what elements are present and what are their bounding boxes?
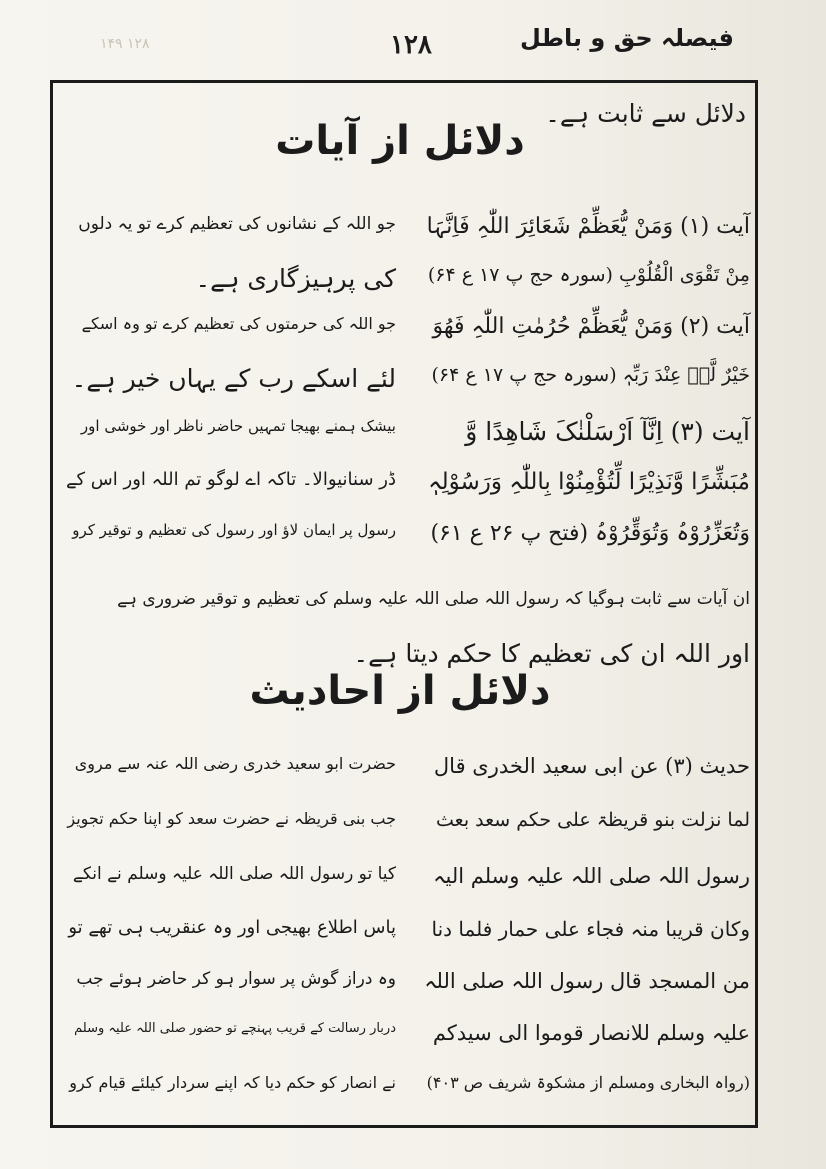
- verse-line: خَیْرٌ لَّہٗ عِنْدَ رَبِّہٖ (سورہ حج پ ۱۷ ع ۶۴): [431, 364, 750, 386]
- translation-line: جو اللہ کے نشانوں کی تعظیم کرے تو یہ دلوں: [78, 214, 396, 234]
- translation-line: نے انصار کو حکم دیا کہ اپنے سردار کیلئے قیام کرو: [69, 1073, 396, 1092]
- verse-line: وَتُعَزِّرُوْہُ وَتُوَقِّرُوْہُ (فتح پ ۲۶ ع ۶۱): [430, 521, 750, 546]
- translation-line: بیشک ہمنے بھیجا تمہیں حاضر ناظر اور خوشی اور: [80, 417, 396, 435]
- intro-line: دلائل سے ثابت ہے۔: [545, 99, 746, 128]
- hadith-line: وکان قریبا منہ فجاء علی حمار فلما دنا: [431, 917, 750, 941]
- translation-line: پاس اطلاع بھیجی اور وہ عنقریب ہی تھے تو: [68, 917, 396, 938]
- section-heading-ayat: دلائل از آیات: [275, 118, 525, 164]
- conclusion-line: اور اللہ ان کی تعظیم کا حکم دیتا ہے۔: [353, 639, 750, 668]
- verse-line: آیت (۱) وَمَنْ یُّعَظِّمْ شَعَائِرَ اللّٰہِ فَاِنَّہَا: [426, 214, 750, 239]
- translation-line: کی پرہیزگاری ہے۔: [195, 264, 396, 293]
- hadith-line: من المسجد قال رسول اللہ صلی اللہ: [424, 969, 750, 993]
- hadith-reference: (رواہ البخاری ومسلم از مشکوۃ شریف ص ۴۰۳): [426, 1073, 750, 1092]
- translation-line: وہ دراز گوش پر سوار ہو کر حاضر ہوئے جب: [76, 969, 396, 989]
- translation-line: رسول پر ایمان لاؤ اور رسول کی تعظیم و توقیر کرو: [72, 521, 396, 539]
- translation-line: دربار رسالت کے قریب پہنچے تو حضور صلی اللہ علیہ وسلم: [74, 1021, 396, 1036]
- conclusion-line: ان آیات سے ثابت ہوگیا کہ رسول اللہ صلی اللہ علیہ وسلم کی تعظیم و توقیر ضروری ہے: [117, 589, 750, 609]
- verse-line: آیت (۲) وَمَنْ یُّعَظِّمْ حُرُمٰتِ اللّٰہِ فَھُوَ: [432, 314, 750, 339]
- faded-bleed-text: ۱۲۸ ۱۴۹: [100, 36, 150, 52]
- translation-line: حضرت ابو سعید خدری رضی اللہ عنہ سے مروی: [74, 754, 396, 773]
- hadith-line: علیہ وسلم للانصار قوموا الی سیدکم: [432, 1021, 750, 1045]
- hadith-line: لما نزلت بنو قریظۃ علی حکم سعد بعث: [436, 809, 750, 831]
- verse-line: آیت (۳) اِنَّآ اَرْسَلْنٰکَ شَاھِدًا وَّ: [465, 417, 750, 446]
- page-header-title: فیصلہ حق و باطل: [520, 24, 734, 52]
- translation-line: لئے اسکے رب کے یہاں خیر ہے۔: [71, 364, 396, 393]
- hadith-line: رسول اللہ صلی اللہ علیہ وسلم الیہ: [433, 864, 750, 888]
- translation-line: جب بنی قریظہ نے حضرت سعد کو اپنا حکم تجویز: [67, 809, 396, 828]
- hadith-line: حدیث (۳) عن ابی سعید الخدری قال: [433, 754, 750, 778]
- translation-line: کیا تو رسول اللہ صلی اللہ علیہ وسلم نے انکے: [72, 864, 396, 884]
- verse-line: مُبَشِّرًا وَّنَذِیْرًا لِّتُؤْمِنُوْا بِاللّٰہِ وَرَسُوْلِہٖ: [428, 469, 750, 495]
- verse-line: مِنْ تَقْوَی الْقُلُوْبِ (سورہ حج پ ۱۷ ع ۶۴): [427, 264, 750, 286]
- section-heading-ahadith: دلائل از احادیث: [249, 668, 551, 714]
- translation-line: جو اللہ کی حرمتوں کی تعظیم کرے تو وہ اسکے: [81, 314, 396, 333]
- page-number: ۱۲۸: [390, 30, 432, 60]
- translation-line: ڈر سنانیوالا۔ تاکہ اے لوگو تم اللہ اور اس کے: [65, 469, 396, 490]
